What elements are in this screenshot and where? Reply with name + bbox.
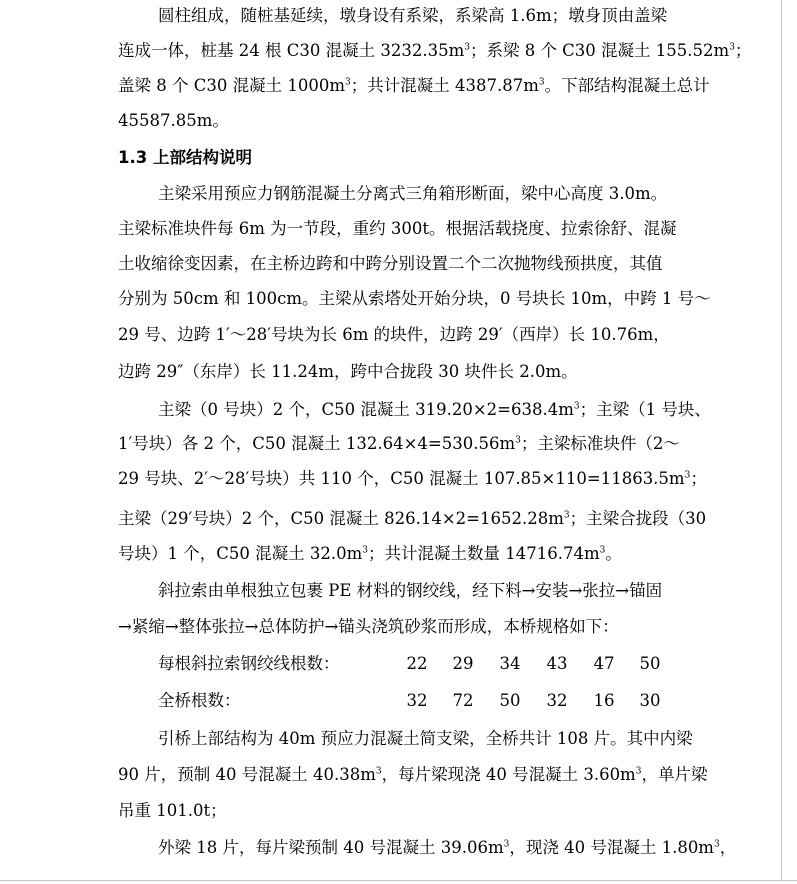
table-cell: 34	[499, 654, 521, 673]
paragraph-line: 外梁 18 片，每片梁预制 40 号混凝土 $39.06m^3$，现浇 40 号混凝土 $1.80m^3$，	[158, 838, 737, 857]
paragraph-line: 1′号块）各 2 个，C50 混凝土 $132.64\times 4=530.56m^3$；主梁标准块件（2～	[118, 434, 680, 453]
paragraph-line: 分别为 50cm 和 100cm。主梁从索塔处开始分块，0 号块长 10m，中跨 1 号～	[118, 289, 711, 308]
page-edge-right	[781, 0, 782, 880]
paragraph-line: 土收缩徐变因素，在主桥边跨和中跨分别设置二个二次抛物线预拱度，其值	[118, 254, 663, 273]
paragraph-line: 圆柱组成，随桩基延续，墩身设有系梁，系梁高 1.6m；墩身顶由盖梁	[158, 6, 668, 25]
paragraph-line: 边跨 29″（东岸）长 11.24m，跨中合拢段 30 块件长 2.0m。	[118, 362, 578, 381]
paragraph-line: 29 号、边跨 1′～28′号块为长 6m 的块件，边跨 29′（西岸）长 10.76m，	[118, 325, 670, 344]
table-cell: 16	[593, 691, 615, 710]
paragraph-line: 主梁采用预应力钢筋混凝土分离式三角箱形断面，梁中心高度 3.0m。	[158, 184, 668, 203]
page-edge-bottom	[0, 880, 797, 881]
table-row-label: 每根斜拉索钢绞线根数：	[158, 654, 340, 673]
section-heading: 1.3 上部结构说明	[118, 148, 252, 167]
table-cell: 43	[546, 654, 568, 673]
paragraph-line: 连成一体，桩基 24 根 C30 混凝土 $3232.35m^3$；系梁 8 个 C30 混凝土 $155.52m^3$；	[118, 41, 752, 60]
paragraph-line: 主梁（0 号块）2 个，C50 混凝土 $319.20\times 2=638.4m^3$；主梁（1 号块、	[158, 400, 711, 419]
table-cell: 72	[452, 691, 474, 710]
table-cell: 22	[406, 654, 428, 673]
paragraph-line: 主梁标准块件每 6m 为一节段，重约 300t。根据活载挠度、拉索徐舒、混凝	[118, 219, 677, 238]
paragraph-line: 45587.85m。	[118, 111, 229, 130]
table-row-label: 全桥根数：	[158, 691, 241, 710]
paragraph-line: →紧缩→整体张拉→总体防护→锚头浇筑砂浆而形成，本桥规格如下：	[118, 617, 619, 636]
table-cell: 29	[452, 654, 474, 673]
paragraph-line: 引桥上部结构为 40m 预应力混凝土简支梁，全桥共计 108 片。其中内梁	[158, 729, 693, 748]
paragraph-line: 90 片，预制 40 号混凝土 $40.38m^3$，每片梁现浇 40 号混凝土 $3.60m^3$，单片梁	[118, 765, 708, 784]
table-cell: 47	[593, 654, 615, 673]
paragraph-line: 主梁（29′号块）2 个，C50 混凝土 $826.14\times 2=1652.28m^3$；主梁合拢段（30	[118, 509, 707, 528]
table-cell: 32	[546, 691, 568, 710]
table-cell: 50	[639, 654, 661, 673]
table-cell: 32	[406, 691, 428, 710]
table-cell: 50	[499, 691, 521, 710]
paragraph-line: 斜拉索由单根独立包裹 PE 材料的钢绞线，经下料→安装→张拉→锚固	[158, 581, 663, 600]
paragraph-line: 号块）1 个，C50 混凝土 $32.0m^3$；共计混凝土数量 $14716.74m^3$。	[118, 544, 622, 563]
paragraph-line: 29 号块、2′～28′号块）共 110 个，C50 混凝土 $107.85\times 110=11863.5m^3$；	[118, 469, 707, 488]
table-cell: 30	[639, 691, 661, 710]
paragraph-line: 盖梁 8 个 C30 混凝土 $1000m^3$；共计混凝土 $4387.87m^3$。下部结构混凝土总计	[118, 76, 710, 95]
paragraph-line: 吊重 101.0t；	[118, 801, 227, 820]
